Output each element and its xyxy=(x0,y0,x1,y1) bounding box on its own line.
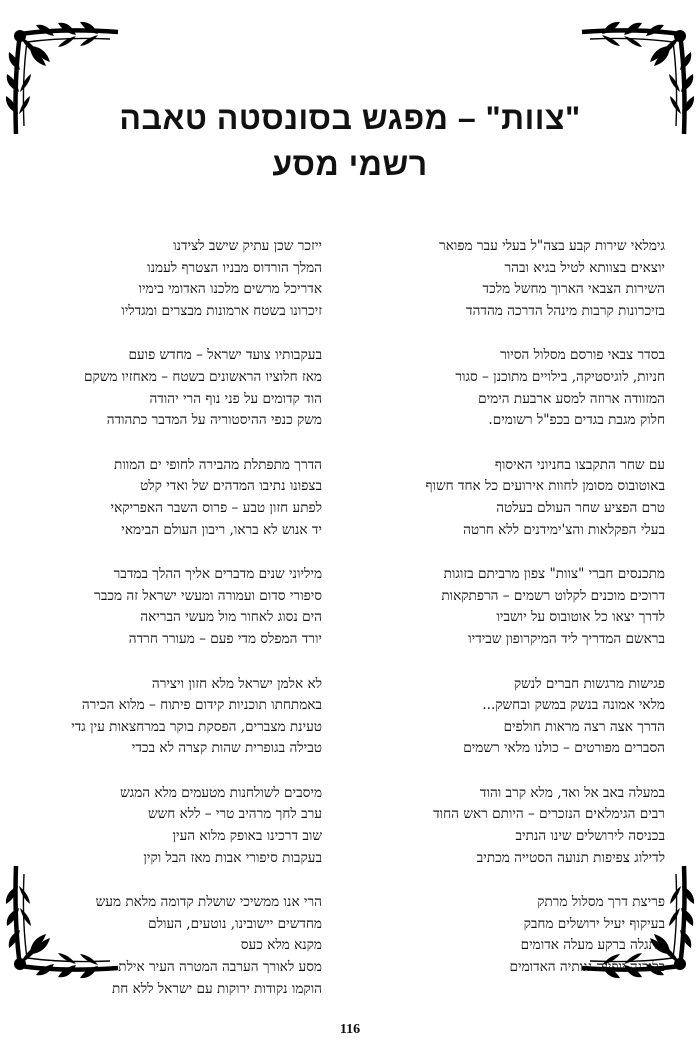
poem-stanza xyxy=(22,564,322,650)
poem-line: הדרך מתפתלת מהבירה לחופי ים המוות xyxy=(114,456,322,473)
poem-line: בעקבותיו צועד ישראל – מחדש פועם xyxy=(128,347,322,364)
poem-line: בצפונו נתיבו המדהים של ואדי קלט xyxy=(140,478,322,495)
poem-line: אדריכל מרשים מלכנו האדומי בימיו xyxy=(138,281,322,298)
poem-stanza xyxy=(22,455,322,541)
poem-stanza xyxy=(22,892,322,1000)
poem-line: מתכנסים חברי "צוות" צפון מרביתם בזוגות xyxy=(443,566,665,583)
poem-line: טעינת מצברים, הפסקת בוקר במרחצאות עין גדי xyxy=(71,718,322,735)
poem-line: מקנא מלא כעס xyxy=(240,937,322,954)
poem-line: ייזכר שכן עתיק שישב לצידנו xyxy=(173,238,322,254)
page-number: 116 xyxy=(339,1022,361,1037)
poem-line: הדרך אצה רצה מראות חולפים xyxy=(503,718,665,735)
poem-line: באמתחתו תוכניות קידום פיתוח – מלוא הכירה xyxy=(81,697,322,714)
poem-line: חלוק מגבת בגדים בכפ"ל רשומים. xyxy=(488,412,665,429)
poem-line: הוקמו נקודות ירוקות עם ישראל ללא חת xyxy=(111,980,322,997)
poem-line: חניות, לוגיסטיקה, בילויים מתוכנן – סגור xyxy=(455,368,665,385)
poem-stanza xyxy=(22,345,322,431)
poem-line: טרם הפציע שחר העולם בעלטה xyxy=(496,499,665,516)
poem-line: בסדר צבאי פורסם מסלול הסיור xyxy=(500,347,665,364)
poem-stanza xyxy=(365,674,665,760)
poem-line: המלך הורדוס מבניו הצטרף לעמנו xyxy=(147,259,322,276)
poem-line: לא אלמן ישראל מלא חזון ויצירה xyxy=(151,675,322,692)
poem-line: יד אנוש לא בראו, ריבון העולם הבימאי xyxy=(121,521,322,538)
poem-line: לדילוג צפיפות תנועה הסטייה מכתיב xyxy=(476,849,665,866)
poem-line: יורד המפלס מדי פעם – מעורר חרדה xyxy=(128,630,322,647)
poem-line: מסע לאורך הערבה המטרה העיר אילת xyxy=(118,959,322,976)
poem-line: גימלאי שירות קבע בצה"ל בעלי עבר מפואר xyxy=(439,238,665,254)
poem-stanza xyxy=(22,674,322,760)
poem-stanza xyxy=(365,236,665,322)
poem-line: הוד קדומים על פני נוף הרי יהודה xyxy=(149,390,322,407)
poem-line: הים נסוג לאחור מול מעשי הבריאה xyxy=(140,609,322,626)
poem-stanza xyxy=(22,236,322,322)
poem-line: פריצת דרך מסלול מרתק xyxy=(537,894,665,911)
page-subtitle: רשמי מסע xyxy=(272,146,428,182)
poem-line: פגישות מרגשות חברים לנשק xyxy=(513,675,665,692)
poem-line: מיליוני שנים מדברים אליך ההלך במדבר xyxy=(113,566,322,583)
poem-line: עם שחר התקבצו בחניוני האיסוף xyxy=(494,456,665,473)
poem-line: מחדשים יישובינו, נוטעים, העולם xyxy=(148,915,322,932)
poem-stanza xyxy=(365,564,665,650)
poem-line: במעלה באב אל ואד, מלא קרב והוד xyxy=(479,784,665,801)
poem-line: המזוודה ארוזה למסע ארבעת הימים xyxy=(478,390,665,407)
poem-stanza xyxy=(22,783,322,869)
poem-line: משק כנפי ההיסטוריה על המדבר כתהודה xyxy=(106,412,322,429)
poem-column-right xyxy=(365,236,665,1002)
poem-line: מאז חלוציו הראשונים בשטח – מאחזיו משקם xyxy=(84,368,322,385)
poem-stanza xyxy=(365,783,665,869)
poem-line: הרי אנו ממשיכי שושלת קדומה מלאת מעש xyxy=(95,894,322,911)
poem-line: השירות הצבאי הארוך מחשל מלכד xyxy=(482,281,665,298)
poem-line: שוב דרכינו באופק מלוא העין xyxy=(172,828,322,845)
poem-line: סיפורי סדום ועמורה ומעשי ישראל זה מכבר xyxy=(94,587,322,604)
poem-line: יוצאים בצוותא לטיל בגיא ובהר xyxy=(504,259,665,276)
poem-line: הסברים מפורטים – כולנו מלאי רשמים xyxy=(463,740,665,757)
poem-line: מתגלה ברקע מעלה אדומים xyxy=(520,937,665,954)
poem-line: דרוכים מוכנים לקלוט רשמים – הרפתקאות xyxy=(441,587,665,604)
poem-column-left xyxy=(22,236,322,1023)
poem-line: בכניסה לירושלים שינו הנתיב xyxy=(515,828,665,845)
poem-line: מיסבים לשולחנות מטעמים מלא המגש xyxy=(120,784,322,801)
poem-line: לדרך יצאו כל אוטובוס על יושביו xyxy=(496,609,665,626)
poem-line: מלאי אמונה בנשק במשק ובחשק... xyxy=(482,697,665,714)
poem-line: בעלי הפקלאות והצ'ימידנים ללא חרטה xyxy=(463,521,665,538)
poem-line: בעיקוף יעיל ירושלים מחבק xyxy=(523,915,665,932)
poem-line: רבים הגימלאים הנזכרים – היותם ראש החוד xyxy=(433,806,665,823)
poem-stanza xyxy=(365,892,665,978)
poem-line: ערב לחך מרהיב טרי – ללא חשש xyxy=(147,806,322,823)
poem-stanza xyxy=(365,345,665,431)
poem-line: לפתע חזון טבע – פרוס השבר האפריקאי xyxy=(110,499,322,516)
poem-line: בלובנה יופייה גגותיה האדומים xyxy=(509,959,665,976)
poem-line: טבילה בגופרית שהות קצרה לא בכדי xyxy=(131,740,322,757)
poem-line: בעקבות סיפורי אבות מאז הבל וקין xyxy=(143,849,322,866)
poem-line: באוטובוס מסומן לחוות אירועים כל אחד חשוף xyxy=(425,478,665,495)
poem-line: זיכרונו בשטח ארמונות מבצרים ומגדליו xyxy=(121,302,322,319)
poem-line: בזיכרונות קרבות מינהל הדרכה מהדהד xyxy=(466,302,665,319)
page-title: "צוות" – מפגש בסונסטה טאבה xyxy=(119,100,581,136)
poem-stanza xyxy=(365,455,665,541)
poem-line: בראשם המדריך ליד המיקרופון שבידיו xyxy=(468,630,665,647)
